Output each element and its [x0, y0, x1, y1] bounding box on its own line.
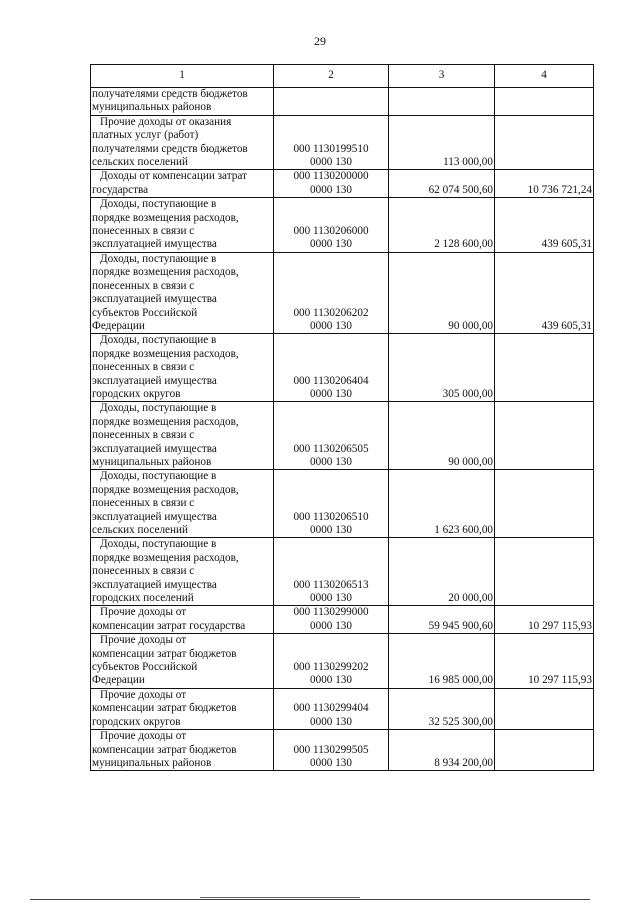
table-row: [91, 198, 594, 253]
amount-col3-cell: 305 000,00: [389, 334, 495, 402]
budget-code-line: 000 1130206513: [293, 578, 369, 591]
table-row: [91, 688, 594, 729]
revenue-table: [90, 64, 594, 771]
revenue-name-line: компенсации затрат бюджетов: [92, 647, 237, 660]
amount-col4-cell: 10 736 721,24: [495, 170, 594, 198]
revenue-name-line: платных услуг (работ): [92, 129, 199, 142]
column-header-1: 1: [91, 65, 274, 88]
budget-code-line: 000 1130206510: [293, 510, 369, 523]
budget-code-line: 000 1130206505: [293, 442, 369, 455]
budget-code-cell: [274, 402, 389, 470]
revenue-name-line: Прочие доходы от: [100, 730, 187, 743]
revenue-name-line: эксплуатацией имущества: [92, 238, 217, 251]
revenue-name-line: городских округов: [92, 387, 181, 400]
table-row: [91, 538, 594, 606]
table-body: [91, 88, 594, 771]
table-header-row: [91, 65, 594, 88]
amount-col3-cell: 8 934 200,00: [389, 730, 495, 771]
revenue-name-line: эксплуатацией имущества: [92, 510, 217, 523]
budget-code-line: 000 1130299202: [293, 661, 369, 674]
column-header-3: 3: [389, 65, 495, 88]
revenue-name-cell: [91, 402, 274, 470]
revenue-name-cell: [91, 470, 274, 538]
revenue-name-line: муниципальных районов: [92, 455, 212, 468]
column-header-2: 2: [274, 65, 389, 88]
budget-code-cell: [274, 170, 389, 198]
revenue-name-cell: [91, 88, 274, 116]
revenue-name-cell: [91, 688, 274, 729]
budget-code-cell: [274, 88, 389, 116]
table-row: [91, 730, 594, 771]
revenue-name-cell: [91, 170, 274, 198]
table-row: [91, 402, 594, 470]
revenue-name-line: Доходы, поступающие в: [100, 538, 217, 551]
budget-code-cell: [274, 334, 389, 402]
budget-code-line: 0000 130: [310, 156, 352, 169]
revenue-name-line: Доходы, поступающие в: [100, 334, 217, 347]
budget-code-line: 000 1130206404: [293, 374, 369, 387]
revenue-name-line: эксплуатацией имущества: [92, 374, 217, 387]
budget-code-cell: [274, 470, 389, 538]
revenue-name-line: Доходы, поступающие в: [100, 198, 217, 211]
budget-code-line: 0000 130: [310, 524, 352, 536]
revenue-name-line: Прочие доходы от: [100, 606, 187, 619]
budget-code-cell: [274, 688, 389, 729]
revenue-name-line: Доходы, поступающие в: [100, 470, 217, 483]
revenue-name-line: порядке возмещения расходов,: [92, 483, 239, 496]
revenue-name-cell: [91, 538, 274, 606]
revenue-name-line: понесенных в связи с: [92, 225, 195, 238]
revenue-name-line: понесенных в связи с: [92, 279, 195, 292]
revenue-name-line: порядке возмещения расходов,: [92, 266, 239, 279]
revenue-name-line: понесенных в связи с: [92, 429, 195, 442]
revenue-name-cell: [91, 198, 274, 253]
budget-code-cell: [274, 606, 389, 634]
budget-code-line: 0000 130: [310, 319, 352, 332]
table-row: [91, 88, 594, 116]
amount-col4-cell: [495, 334, 594, 402]
revenue-name-line: Федерации: [92, 674, 145, 687]
revenue-name-line: порядке возмещения расходов,: [92, 551, 239, 564]
budget-code-line: 0000 130: [310, 756, 352, 769]
revenue-name-line: Федерации: [92, 319, 145, 332]
amount-col4-cell: [495, 88, 594, 116]
revenue-name-line: эксплуатацией имущества: [92, 578, 217, 591]
amount-col4-cell: 439 605,31: [495, 252, 594, 333]
revenue-name-line: порядке возмещения расходов,: [92, 415, 239, 428]
revenue-name-line: Прочие доходы от: [100, 634, 187, 647]
bottom-edge-line-short: [200, 897, 360, 898]
budget-code-line: 000 1130199510: [293, 142, 369, 155]
revenue-name-line: компенсации затрат бюджетов: [92, 702, 237, 715]
amount-col3-cell: 16 985 000,00: [389, 634, 495, 689]
revenue-name-line: порядке возмещения расходов,: [92, 347, 239, 360]
bottom-edge-line: [30, 899, 590, 900]
revenue-name-line: Доходы, поступающие в: [100, 252, 217, 265]
revenue-name-cell: [91, 334, 274, 402]
budget-code-cell: [274, 198, 389, 253]
amount-col4-cell: [495, 688, 594, 729]
amount-col3-cell: [389, 88, 495, 116]
revenue-name-line: сельских поселений: [92, 524, 188, 536]
budget-code-line: 0000 130: [310, 455, 352, 468]
page-number: 29: [314, 34, 326, 48]
revenue-name-line: Доходы от компенсации затрат: [100, 170, 247, 183]
budget-code-line: 0000 130: [310, 238, 352, 251]
table-row: [91, 470, 594, 538]
revenue-name-line: сельских поселений: [92, 156, 188, 169]
budget-code-line: 000 1130299505: [293, 743, 369, 756]
revenue-name-line: компенсации затрат государства: [92, 619, 246, 632]
table-row: [91, 115, 594, 170]
amount-col4-cell: [495, 538, 594, 606]
budget-code-line: 000 1130299000: [293, 606, 369, 619]
amount-col3-cell: 32 525 300,00: [389, 688, 495, 729]
revenue-name-line: получателями средств бюджетов: [92, 88, 248, 100]
budget-code-line: 0000 130: [310, 619, 352, 632]
revenue-name-cell: [91, 606, 274, 634]
revenue-name-cell: [91, 252, 274, 333]
table-row: [91, 606, 594, 634]
revenue-name-cell: [91, 115, 274, 170]
revenue-name-line: муниципальных районов: [92, 756, 212, 769]
budget-code-line: 000 1130299404: [293, 702, 369, 715]
amount-col3-cell: 2 128 600,00: [389, 198, 495, 253]
budget-code-cell: [274, 634, 389, 689]
amount-col4-cell: [495, 470, 594, 538]
amount-col4-cell: 10 297 115,93: [495, 634, 594, 689]
amount-col4-cell: [495, 115, 594, 170]
amount-col4-cell: 439 605,31: [495, 198, 594, 253]
amount-col4-cell: 10 297 115,93: [495, 606, 594, 634]
table-row: [91, 170, 594, 198]
amount-col4-cell: [495, 402, 594, 470]
budget-code-line: 0000 130: [310, 715, 352, 728]
budget-code-cell: [274, 115, 389, 170]
revenue-name-line: понесенных в связи с: [92, 565, 195, 578]
amount-col3-cell: 62 074 500,60: [389, 170, 495, 198]
revenue-name-line: Доходы, поступающие в: [100, 402, 217, 415]
revenue-name-line: Прочие доходы от: [100, 688, 187, 701]
column-header-4: 4: [495, 65, 594, 88]
amount-col3-cell: 113 000,00: [389, 115, 495, 170]
budget-code-cell: [274, 252, 389, 333]
revenue-name-line: Прочие доходы от оказания: [100, 115, 232, 128]
budget-code-line: 000 1130206000: [293, 225, 369, 238]
revenue-name-line: эксплуатацией имущества: [92, 293, 217, 306]
revenue-name-line: городских поселений: [92, 592, 194, 605]
amount-col3-cell: 1 623 600,00: [389, 470, 495, 538]
budget-code-line: 0000 130: [310, 387, 352, 400]
revenue-name-line: получателями средств бюджетов: [92, 142, 248, 155]
table-row: [91, 252, 594, 333]
revenue-name-line: субъектов Российской: [92, 306, 198, 319]
revenue-name-line: субъектов Российской: [92, 661, 198, 674]
budget-code-cell: [274, 538, 389, 606]
revenue-name-line: понесенных в связи с: [92, 497, 195, 510]
budget-code-line: 0000 130: [310, 592, 352, 605]
budget-code-cell: [274, 730, 389, 771]
revenue-name-line: городских округов: [92, 715, 181, 728]
budget-code-line: 0000 130: [310, 674, 352, 687]
budget-code-line: 000 1130206202: [293, 306, 369, 319]
table-row: [91, 334, 594, 402]
table-row: [91, 634, 594, 689]
budget-code-line: 000 1130200000: [293, 170, 369, 183]
revenue-name-cell: [91, 634, 274, 689]
revenue-name-line: государства: [92, 183, 149, 196]
revenue-name-cell: [91, 730, 274, 771]
amount-col4-cell: [495, 730, 594, 771]
amount-col3-cell: 90 000,00: [389, 402, 495, 470]
amount-col3-cell: 20 000,00: [389, 538, 495, 606]
amount-col3-cell: 59 945 900,60: [389, 606, 495, 634]
revenue-name-line: муниципальных районов: [92, 101, 212, 114]
budget-code-line: 0000 130: [310, 183, 352, 196]
revenue-name-line: компенсации затрат бюджетов: [92, 743, 237, 756]
revenue-name-line: порядке возмещения расходов,: [92, 211, 239, 224]
revenue-name-line: эксплуатацией имущества: [92, 442, 217, 455]
revenue-name-line: понесенных в связи с: [92, 361, 195, 374]
amount-col3-cell: 90 000,00: [389, 252, 495, 333]
